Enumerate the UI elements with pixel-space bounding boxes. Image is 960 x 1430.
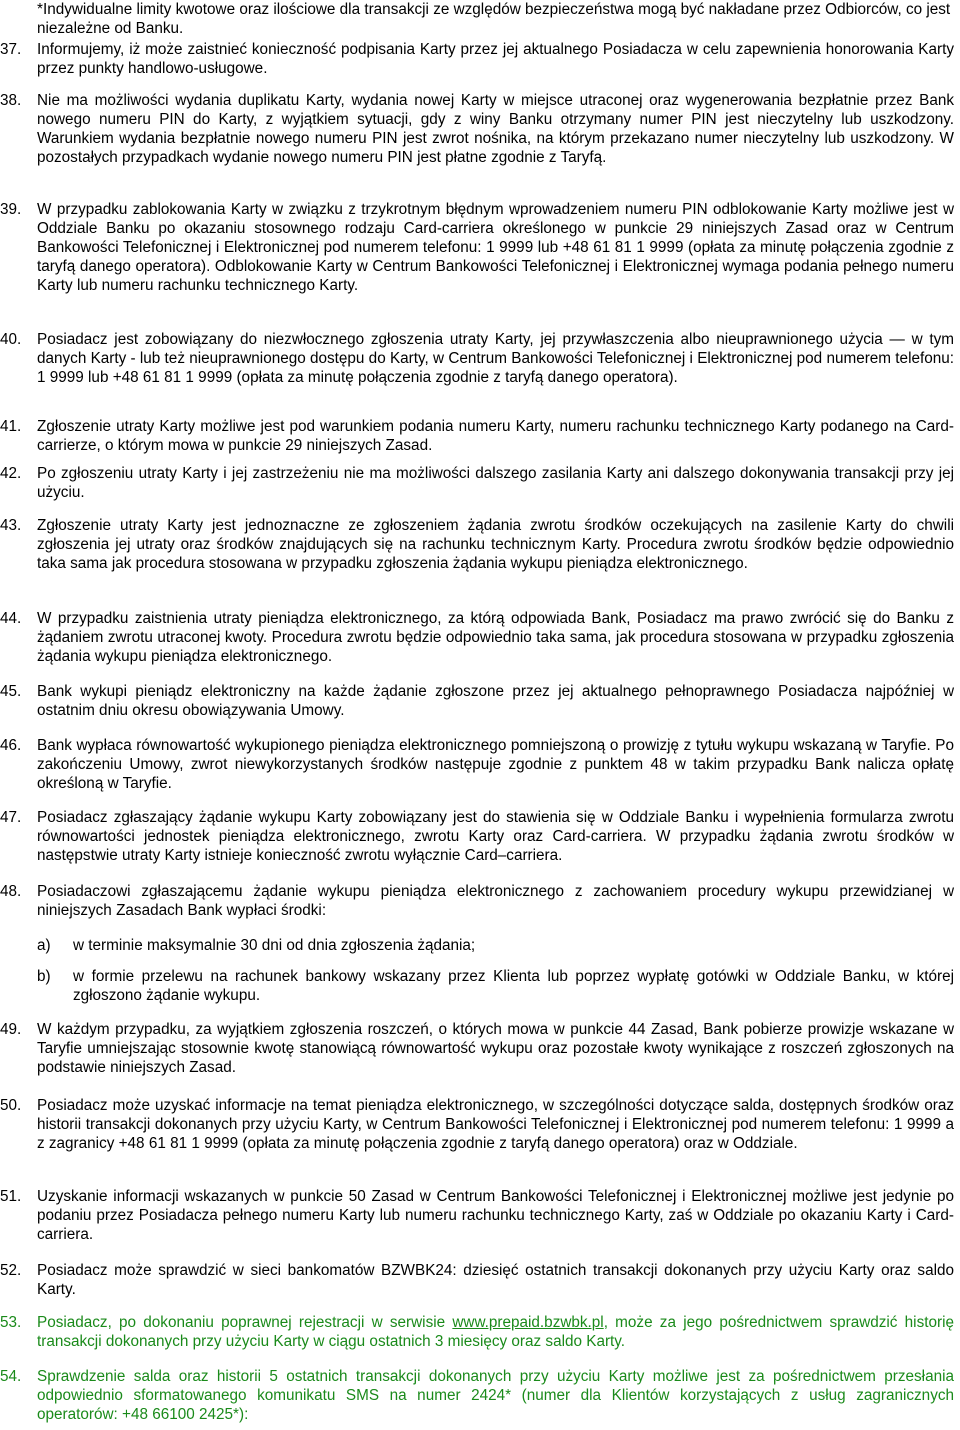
point-letter: a) xyxy=(37,937,51,954)
clause-text: Posiadacz jest zobowiązany do niezwłocznego zgłoszenia utraty Karty, jej przywłaszczenia albo nieuprawnionego użycia — w tym danych Karty - lub też nieuprawnionego dostępu do Karty, w Centrum Bankowości Telefonicznej i Elektronicznej pod numerem telefonu: 1 9999 lub +48 61 81 1 9999 (opłata za minutę połączenia zgodnie z taryfą danego operatora). xyxy=(37,331,954,386)
clause-54 xyxy=(0,1367,954,1424)
clause-text xyxy=(37,1313,954,1351)
clause-number: 48. xyxy=(0,883,22,900)
clause-text: Nie ma możliwości wydania duplikatu Karty, wydania nowej Karty w miejsce utraconej oraz wygenerowania bezpłatnie przez Bank nowego numeru PIN do Karty, z wyjątkiem sytuacji, gdy z winy Banku otrzymany numer PIN jest nieczytelny lub uszkodzony. Warunkiem wydania bezpłatnie nowego numeru PIN jest zwrot nośnika, na którym przekazano numer nieczytelny lub uszkodzony. W pozostałych przypadkach wydanie nowego numeru PIN jest płatne zgodnie z Taryfą. xyxy=(37,92,954,166)
clause-40 xyxy=(0,330,954,387)
clause-text: Zgłoszenie utraty Karty jest jednoznaczne ze zgłoszeniem żądania zwrotu środków oczekujących na zasilenie Karty do chwili zgłoszenia jej utraty oraz środków znajdujących się na rachunku technicznym Karty. Procedura zwrotu środków będzie odpowiednio taka sama jak procedura stosowana w przypadku zgłoszenia żądania wykupu pieniądza elektronicznego. xyxy=(37,517,954,572)
clause-45 xyxy=(0,682,954,720)
clause-number: 44. xyxy=(0,610,22,627)
clause-number: 49. xyxy=(0,1021,22,1038)
clause-43 xyxy=(0,516,954,573)
clause-number: 41. xyxy=(0,418,22,435)
clause-48-point-a xyxy=(0,936,954,955)
point-text: w terminie maksymalnie 30 dni od dnia zgłoszenia żądania; xyxy=(73,937,476,954)
clause-text: Posiadacz może uzyskać informacje na temat pieniądza elektronicznego, w szczególności dotyczące salda, dostępnych środków oraz historii transakcji dokonanych przy użyciu Karty, w Centrum Bankowości Telefonicznej i Elektronicznej pod numerem telefonu: 1 9999 a z zagranicy +48 61 81 1 9999 (opłata za minutę połączenia zgodnie z taryfą danego operatora) oraz w Oddziale. xyxy=(37,1097,954,1152)
clause-48 xyxy=(0,882,954,920)
clause-38 xyxy=(0,91,954,167)
clause-number: 45. xyxy=(0,683,22,700)
clause-52 xyxy=(0,1261,954,1299)
clause-50 xyxy=(0,1096,954,1153)
clause-text: W każdym przypadku, za wyjątkiem zgłoszenia roszczeń, o których mowa w punkcie 44 Zasad, Bank pobierze prowizje wskazane w Taryfie umniejszając stosownie kwotę stanowiącą równowartość wykupu oraz pozostałe kwoty wynikające z roszczeń zgłoszonych na podstawie niniejszych Zasad. xyxy=(37,1021,954,1076)
clause-51 xyxy=(0,1187,954,1244)
clause-text: Sprawdzenie salda oraz historii 5 ostatnich transakcji dokonanych przy użyciu Karty możliwe jest za pośrednictwem przesłania odpowiednio sformatowanego komunikatu SMS na numer 2424* (numer dla Klientów korzystających z usług zagranicznych operatorów: +48 66100 2425*): xyxy=(37,1368,954,1423)
point-letter: b) xyxy=(37,968,51,985)
clause-53 xyxy=(0,1313,954,1351)
clause-text: W przypadku zablokowania Karty w związku z trzykrotnym błędnym wprowadzeniem numeru PIN odblokowanie Karty możliwe jest w Oddziale Banku po okazaniu stosownego rodzaju Card-carriera określonego w punkcie 29 niniejszych Zasad oraz w Centrum Bankowości Telefonicznej i Elektronicznej pod numerem telefonu: 1 9999 lub +48 61 81 1 9999 (opłata za minutę połączenia zgodnie z taryfą danego operatora). Odblokowanie Karty w Centrum Bankowości Telefonicznej i Elektronicznej wymaga podania pełnego numeru Karty lub numeru rachunku technicznego Karty. xyxy=(37,201,954,294)
clause-39 xyxy=(0,200,954,295)
clause-number: 51. xyxy=(0,1188,22,1205)
limits-footnote: *Indywidualne limity kwotowe oraz ilościowe dla transakcji ze względów bezpieczeństwa mogą być nakładane przez Odbiorców, co jest niezależne od Banku. xyxy=(37,1,951,37)
clause-text: Bank wykupi pieniądz elektroniczny na każde żądanie zgłoszone przez jej aktualnego pełnoprawnego Posiadacza najpóźniej w ostatnim dniu okresu obowiązywania Umowy. xyxy=(37,683,954,719)
clause-number: 53. xyxy=(0,1314,22,1331)
clause-number: 50. xyxy=(0,1097,22,1114)
clause-48-point-b xyxy=(0,967,954,1005)
point-text: w formie przelewu na rachunek bankowy wskazany przez Klienta lub poprzez wypłatę gotówki w Oddziale Banku, w której zgłoszono żądanie wykupu. xyxy=(73,968,954,1004)
clause-text: Posiadacz może sprawdzić w sieci bankomatów BZWBK24: dziesięć ostatnich transakcji dokonanych przy użyciu Karty oraz saldo Karty. xyxy=(37,1262,954,1298)
clause-text: Bank wypłaca równowartość wykupionego pieniądza elektronicznego pomniejszoną o prowizję z tytułu wykupu wskazaną w Taryfie. Po zakończeniu Umowy, zwrot niewykorzystanych środków następuje zgodnie z punktem 48 w takim przypadku Bank nalicza opłatę określoną w Taryfie. xyxy=(37,737,954,792)
clause-47 xyxy=(0,808,954,865)
clause-49 xyxy=(0,1020,954,1077)
clause-text: Posiadaczowi zgłaszającemu żądanie wykupu pieniądza elektronicznego z zachowaniem procedury wykupu przewidzianej w niniejszych Zasadach Bank wypłaci środki: xyxy=(37,883,954,919)
clause-number: 47. xyxy=(0,809,22,826)
clause-number: 52. xyxy=(0,1262,22,1279)
clause-number: 43. xyxy=(0,517,22,534)
clause-number: 42. xyxy=(0,465,22,482)
clause-42 xyxy=(0,464,954,502)
clause-number: 39. xyxy=(0,201,22,218)
clause-text: Posiadacz zgłaszający żądanie wykupu Karty zobowiązany jest do stawienia się w Oddziale Banku i wypełnienia formularza zwrotu równowartości jednostek pieniądza elektronicznego, zwrotu Karty oraz Card-carriera. W przypadku żądania zwrotu środków w następstwie utraty Karty istnieje konieczność zwrotu wyłącznie Card–carriera. xyxy=(37,809,954,864)
prepaid-website-link[interactable]: www.prepaid.bzwbk.pl xyxy=(452,1314,604,1331)
clause-number: 40. xyxy=(0,331,22,348)
clause-text: Informujemy, iż może zaistnieć konieczność podpisania Karty przez jej aktualnego Posiadacza w celu zapewnienia honorowania Karty przez punkty handlowo-usługowe. xyxy=(37,41,954,77)
clause-text-end: , może za jego pośrednictwem sprawdzić historię transakcji dokonanych przy użyciu Karty w ciągu ostatnich 3 miesięcy oraz saldo Karty. xyxy=(37,1314,954,1350)
clause-37 xyxy=(0,40,954,78)
clause-number: 37. xyxy=(0,41,22,58)
clause-text: Uzyskanie informacji wskazanych w punkcie 50 Zasad w Centrum Bankowości Telefonicznej i Elektronicznej możliwe jest jedynie po podaniu przez Posiadacza pełnego numeru Karty lub numeru rachunku technicznego Karty, zaś w Oddziale po okazaniu Karty i Card-carriera. xyxy=(37,1188,954,1243)
clause-46 xyxy=(0,736,954,793)
clause-text: Po zgłoszeniu utraty Karty i jej zastrzeżeniu nie ma możliwości dalszego zasilania Karty ani dalszego dokonywania transakcji przy jej użyciu. xyxy=(37,465,954,501)
clause-41 xyxy=(0,417,954,455)
clause-number: 38. xyxy=(0,92,22,109)
clause-text: Zgłoszenie utraty Karty możliwe jest pod warunkiem podania numeru Karty, numeru rachunku technicznego Karty podanego na Card-carrierze, o którym mowa w punkcie 29 niniejszych Zasad. xyxy=(37,418,954,454)
clause-number: 54. xyxy=(0,1368,22,1385)
clause-number: 46. xyxy=(0,737,22,754)
clause-text: W przypadku zaistnienia utraty pieniądza elektronicznego, za którą odpowiada Bank, Posiadacz ma prawo zwrócić się do Banku z żądaniem zwrotu utraconej kwoty. Procedura zwrotu będzie odpowiednio taka sama, jak procedura stosowana w przypadku zgłoszenia żądania wykupu pieniądza elektronicznego. xyxy=(37,610,954,665)
clause-44 xyxy=(0,609,954,666)
clause-text-start: Posiadacz, po dokonaniu poprawnej rejestracji w serwisie xyxy=(37,1314,453,1331)
